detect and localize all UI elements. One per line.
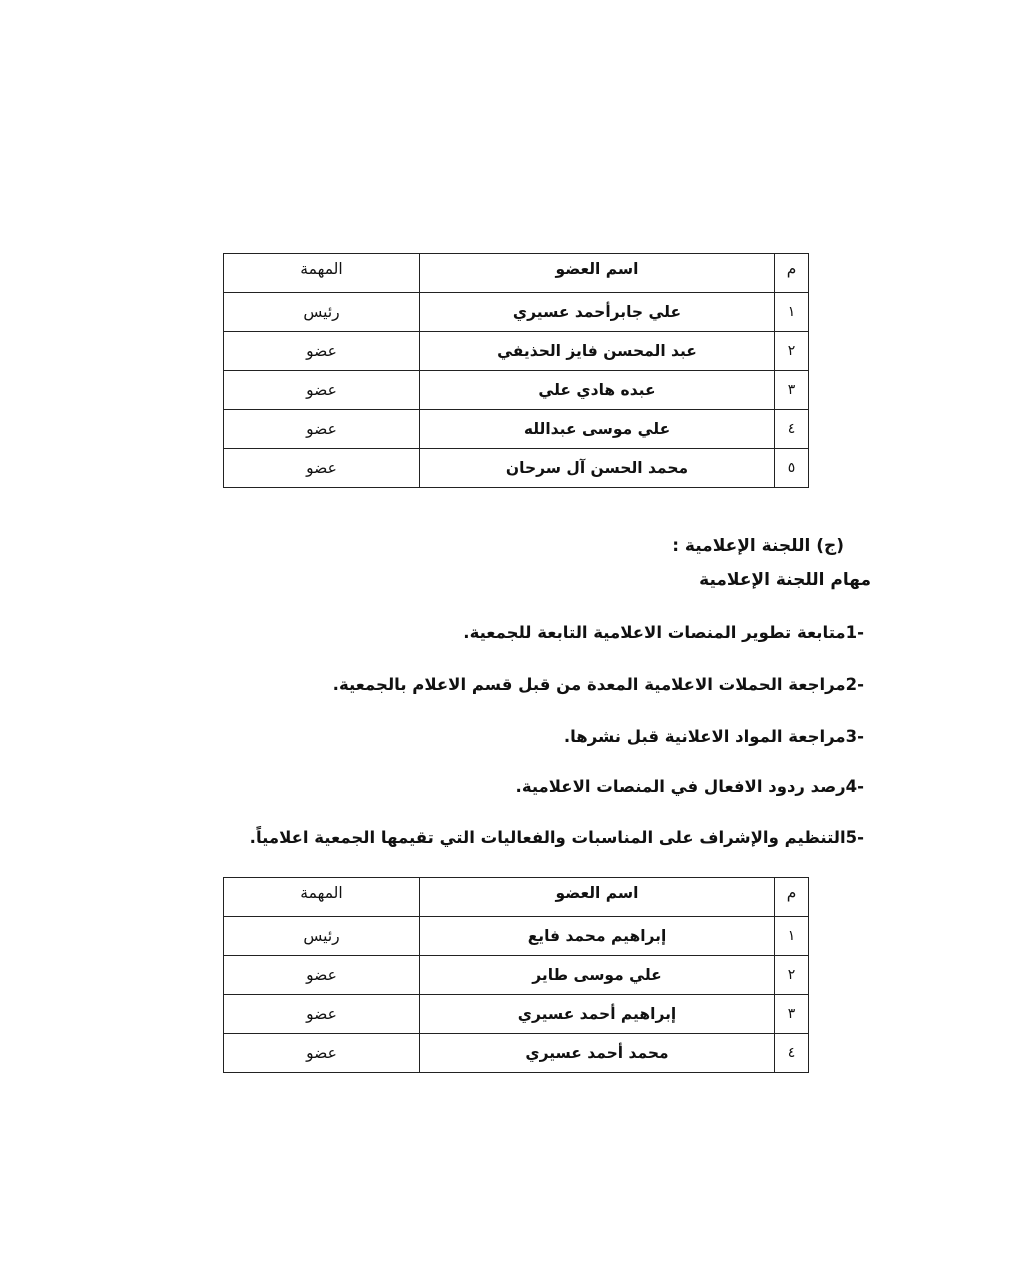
row-number: ١ [775, 917, 809, 956]
column-header-role: المهمة [224, 254, 420, 293]
table-row [224, 371, 809, 410]
member-role: رئيس [224, 917, 420, 956]
column-header-member-name: اسم العضو [420, 878, 775, 917]
row-number: ٢ [775, 332, 809, 371]
media-committee-heading: (ج) اللجنة الإعلامية : [672, 536, 844, 556]
task-item: -4رصد ردود الافعال في المنصات الاعلامية. [515, 777, 864, 796]
row-number: ٢ [775, 956, 809, 995]
member-name: علي موسى عبدالله [420, 410, 775, 449]
task-item: -5التنظيم والإشراف على المناسبات والفعاليات التي تقيمها الجمعية اعلامياً. [249, 828, 864, 847]
member-role: عضو [224, 995, 420, 1034]
task-item: -3مراجعة المواد الاعلانية قبل نشرها. [563, 727, 864, 746]
task-item: -2مراجعة الحملات الاعلامية المعدة من قبل قسم الاعلام بالجمعية. [332, 675, 864, 694]
task-item: -1متابعة تطوير المنصات الاعلامية التابعة للجمعية. [463, 623, 864, 642]
member-role: عضو [224, 449, 420, 488]
table-row [224, 917, 809, 956]
members-table-2 [223, 877, 809, 1073]
table-header-row [224, 878, 809, 917]
table-row [224, 449, 809, 488]
table-row [224, 410, 809, 449]
member-name: إبراهيم محمد فايع [420, 917, 775, 956]
committee-tasks-heading: مهام اللجنة الإعلامية [699, 570, 871, 590]
table-row [224, 293, 809, 332]
row-number: ٥ [775, 449, 809, 488]
member-role: عضو [224, 371, 420, 410]
column-header-member-name: اسم العضو [420, 254, 775, 293]
column-header-role: المهمة [224, 878, 420, 917]
row-number: ٤ [775, 1034, 809, 1073]
member-name: عبده هادي علي [420, 371, 775, 410]
member-name: عبد المحسن فايز الحذيفي [420, 332, 775, 371]
member-role: عضو [224, 332, 420, 371]
table-header-row [224, 254, 809, 293]
table-row [224, 995, 809, 1034]
row-number: ١ [775, 293, 809, 332]
member-name: إبراهيم أحمد عسيري [420, 995, 775, 1034]
column-header-number: م [775, 254, 809, 293]
table-row [224, 956, 809, 995]
member-name: محمد الحسن آل سرحان [420, 449, 775, 488]
member-name: محمد أحمد عسيري [420, 1034, 775, 1073]
table-row [224, 332, 809, 371]
row-number: ٣ [775, 995, 809, 1034]
table-row [224, 1034, 809, 1073]
member-role: رئيس [224, 293, 420, 332]
members-table-1 [223, 253, 809, 488]
row-number: ٤ [775, 410, 809, 449]
member-name: علي جابرأحمد عسيري [420, 293, 775, 332]
member-role: عضو [224, 410, 420, 449]
member-name: علي موسى طاير [420, 956, 775, 995]
row-number: ٣ [775, 371, 809, 410]
member-role: عضو [224, 1034, 420, 1073]
member-role: عضو [224, 956, 420, 995]
column-header-number: م [775, 878, 809, 917]
